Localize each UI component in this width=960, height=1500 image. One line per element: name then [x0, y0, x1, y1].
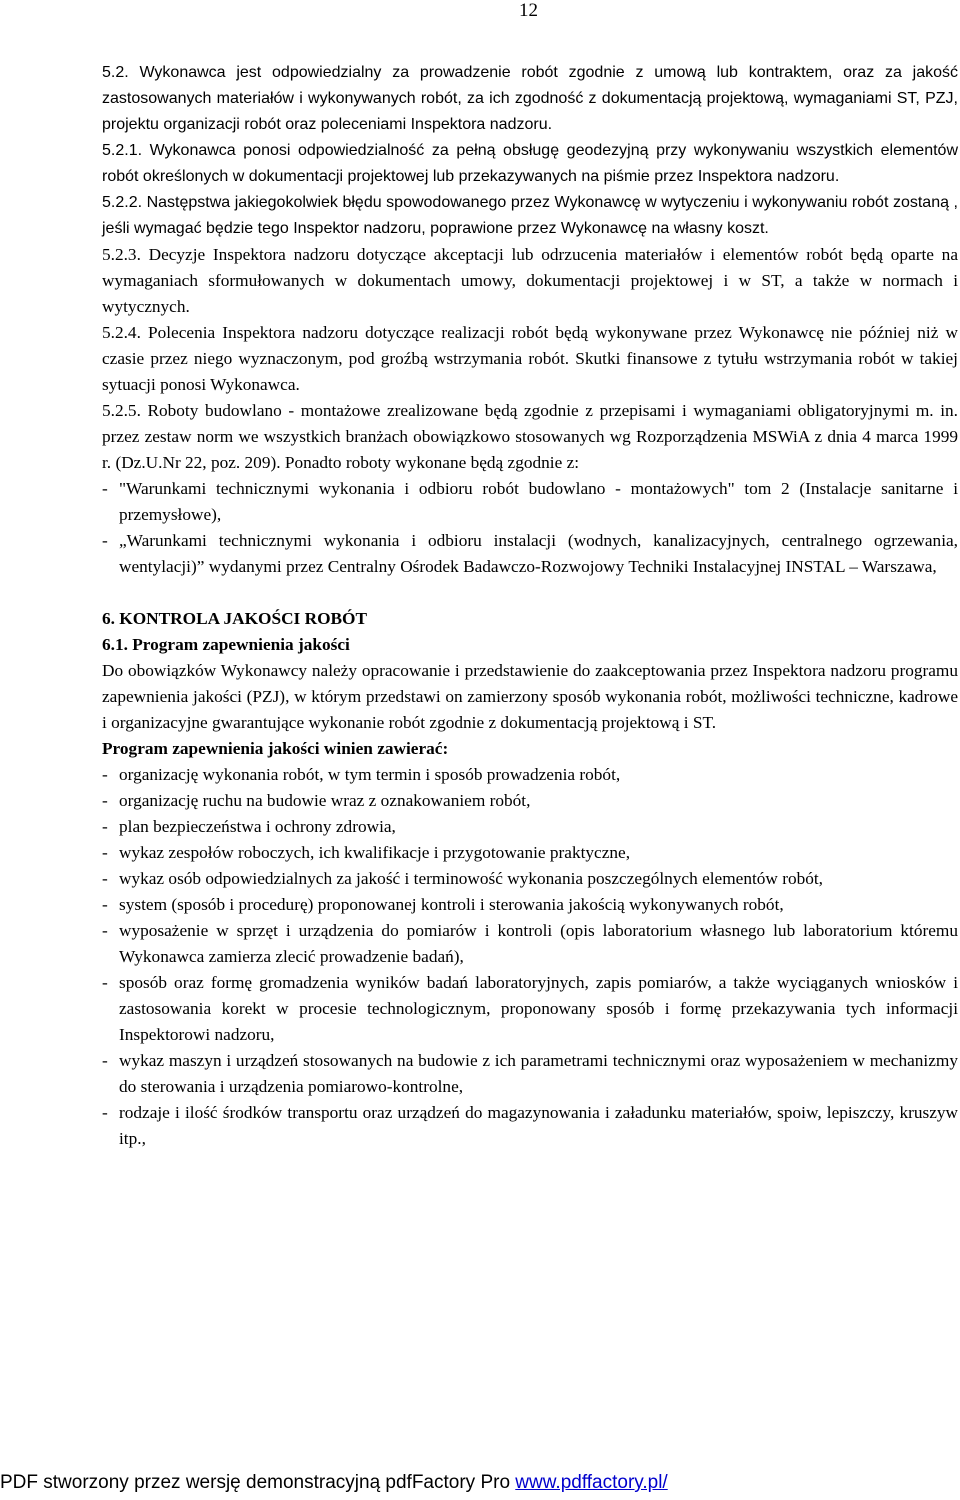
paragraph-5-2-2: 5.2.2. Następstwa jakiegokolwiek błędu spowodowanego przez Wykonawcę w wytyczeniu i wykonywaniu robót zostaną , jeśli wymagać będzie tego Inspektor nadzoru, poprawione przez Wykonawcę na własny koszt. [102, 194, 958, 237]
subsection-heading-6-1: 6.1. Program zapewnienia jakości [102, 635, 350, 654]
section-heading-6: 6. KONTROLA JAKOŚCI ROBÓT [102, 609, 368, 628]
paragraph-6-1: Do obowiązków Wykonawcy należy opracowanie i przedstawienie do zaakceptowania przez Inspektora nadzoru programu zapewnienia jakości (PZJ), w którym przedstawi on zamierzony sposób wykonania robót, możliwości techniczne, kadrowe i organizacyjne gwarantujące wykonanie robót zgodnie z dokumentacją projektową i ST. [102, 661, 958, 732]
footer-link[interactable]: www.pdffactory.pl/ [515, 1472, 668, 1493]
list-item: - „Warunkami technicznymi wykonania i odbioru instalacji (wodnych, kanalizacyjnych, centralnego ogrzewania, wentylacji)” wydanymi przez Centralny Ośrodek Badawczo-Rozwojowy Techniki Instalacyjnej INSTAL – Warszawa, [102, 531, 958, 576]
pzj-list-heading: Program zapewnienia jakości winien zawierać: [102, 739, 449, 758]
spacer [102, 580, 958, 606]
list-item: - system (sposób i procedurę) proponowanej kontroli i sterowania jakością wykonywanych robót, [102, 895, 784, 914]
list-item: - wyposażenie w sprzęt i urządzenia do pomiarów i kontroli (opis laboratorium własnego lub laboratorium któremu Wykonawca zamierza zlecić prowadzenie badań), [102, 921, 958, 966]
pdf-footer [0, 1470, 960, 1496]
page-number: 12 [519, 0, 538, 21]
pzj-list [102, 762, 958, 1152]
list-item: - rodzaje i ilość środków transportu oraz urządzeń do magazynowania i załadunku materiałów, spoiw, lepiszczy, kruszyw itp., [102, 1103, 958, 1148]
conditions-list [102, 476, 958, 580]
page-content [102, 60, 958, 1152]
list-item: - wykaz maszyn i urządzeń stosowanych na budowie z ich parametrami technicznymi oraz wyposażeniem w mechanizmy do sterowania i urządzenia pomiarowo-kontrolne, [102, 1051, 958, 1096]
paragraph-5-2-5: 5.2.5. Roboty budowlano - montażowe zrealizowane będą zgodnie z przepisami i wymaganiami obligatoryjnymi m. in. przez zestaw norm we wszystkich branżach obowiązkowo stosowanych wg Rozporządzenia MSWiA z dnia 4 marca 1999 r. (Dz.U.Nr 22, poz. 209). Ponadto roboty wykonane będą zgodnie z: [102, 401, 958, 472]
list-item: - sposób oraz formę gromadzenia wyników badań laboratoryjnych, zapis pomiarów, a także wyciąganych wniosków i zastosowania korekt w procesie technologicznym, proponowany sposób i formę przekazywania tych informacji Inspektorowi nadzoru, [102, 973, 958, 1044]
list-item: - wykaz osób odpowiedzialnych za jakość i terminowość wykonania poszczególnych elementów robót, [102, 869, 823, 888]
list-item: - organizację ruchu na budowie wraz z oznakowaniem robót, [102, 791, 531, 810]
footer-text: PDF stworzony przez wersję demonstracyjną pdfFactory Pro [0, 1472, 516, 1493]
list-item: - organizację wykonania robót, w tym termin i sposób prowadzenia robót, [102, 765, 621, 784]
paragraph-5-2-4: 5.2.4. Polecenia Inspektora nadzoru dotyczące realizacji robót będą wykonywane przez Wykonawcę nie później niż w czasie przez niego wyznaczonym, pod groźbą wstrzymania robót. Skutki finansowe z tytułu wstrzymania robót w takiej sytuacji ponosi Wykonawca. [102, 323, 958, 394]
paragraph-5-2-1: 5.2.1. Wykonawca ponosi odpowiedzialność za pełną obsługę geodezyjną przy wykonywaniu wszystkich elementów robót określonych w dokumentacji projektowej lub przekazywanych na piśmie przez Inspektora nadzoru. [102, 142, 958, 185]
list-item: - plan bezpieczeństwa i ochrony zdrowia, [102, 817, 396, 836]
list-item: - wykaz zespołów roboczych, ich kwalifikacje i przygotowanie praktyczne, [102, 843, 631, 862]
paragraph-5-2-3: 5.2.3. Decyzje Inspektora nadzoru dotyczące akceptacji lub odrzucenia materiałów i elementów robót będą oparte na wymaganiach sformułowanych w dokumentach umowy, dokumentacji projektowej i w ST, a także w normach i wytycznych. [102, 245, 958, 316]
paragraph-5-2: 5.2. Wykonawca jest odpowiedzialny za prowadzenie robót zgodnie z umową lub kontraktem, oraz za jakość zastosowanych materiałów i wykonywanych robót, za ich zgodność z dokumentacją projektową, wymaganiami ST, PZJ, projektu organizacji robót oraz poleceniami Inspektora nadzoru. [102, 64, 958, 133]
list-item: - "Warunkami technicznymi wykonania i odbioru robót budowlano - montażowych" tom 2 (Instalacje sanitarne i przemysłowe), [102, 479, 958, 524]
